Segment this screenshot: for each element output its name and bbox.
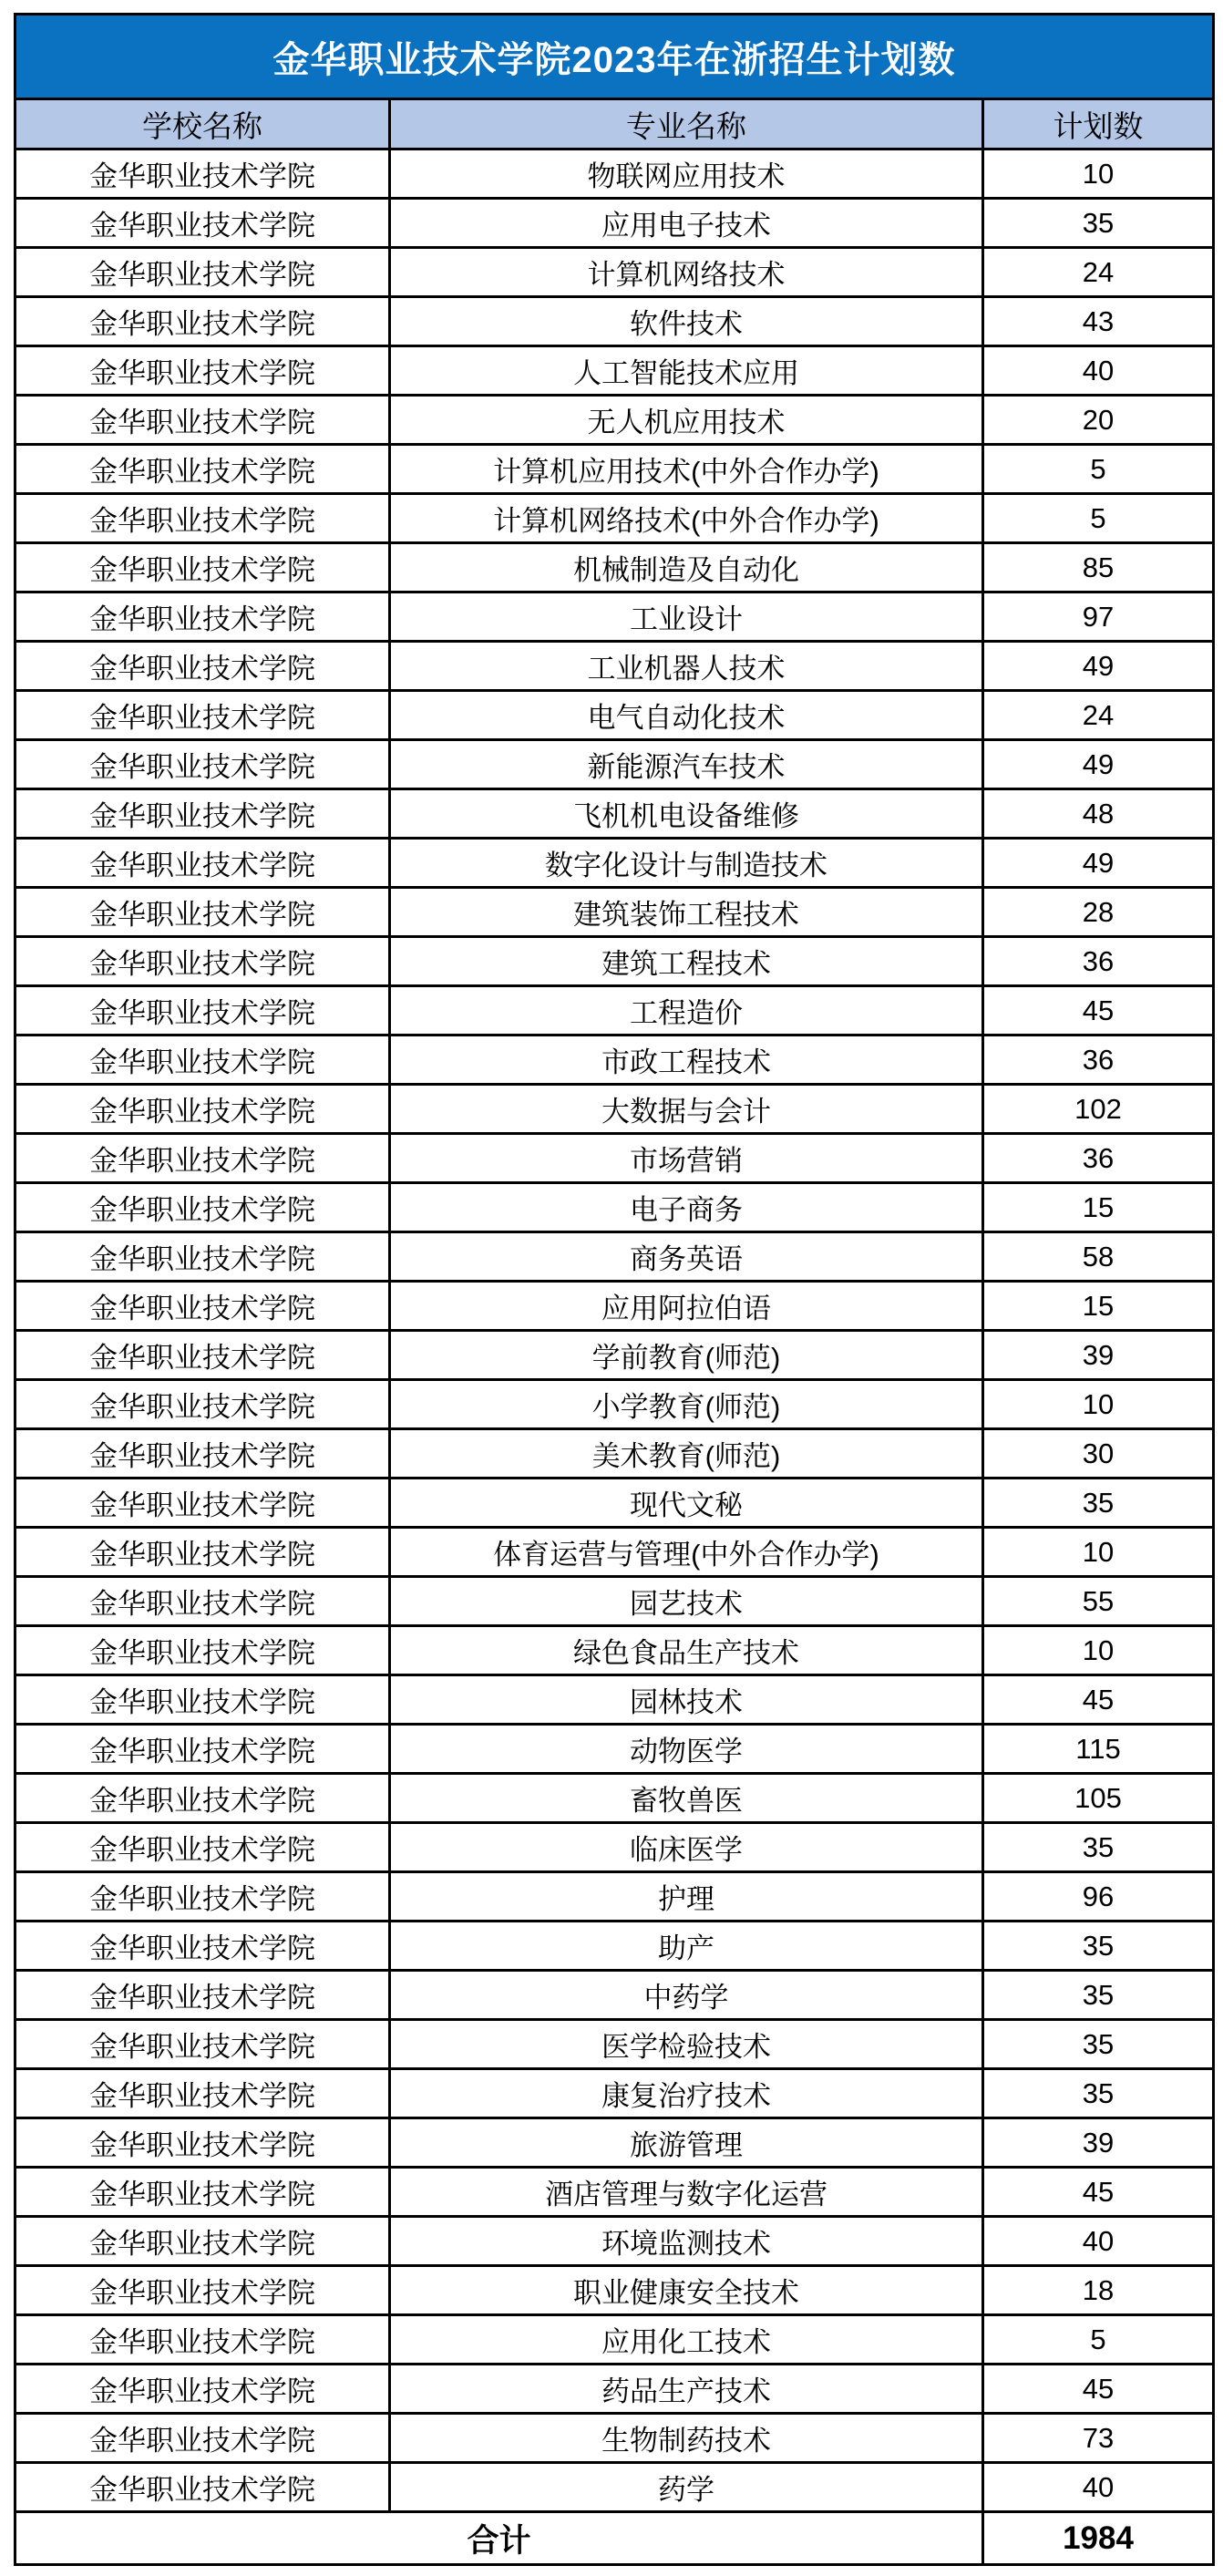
school-cell: 金华职业技术学院 [15, 937, 390, 986]
table-row [15, 1725, 1214, 1774]
major-cell: 计算机网络技术(中外合作办学) [390, 494, 983, 543]
school-cell: 金华职业技术学院 [15, 1085, 390, 1134]
column-header-school: 学校名称 [15, 99, 390, 149]
plan-cell: 40 [983, 2217, 1214, 2266]
table-row [15, 2168, 1214, 2217]
table-row [15, 642, 1214, 691]
major-cell: 建筑装饰工程技术 [390, 888, 983, 937]
major-cell: 工程造价 [390, 986, 983, 1036]
plan-cell: 49 [983, 740, 1214, 789]
title-row [15, 15, 1214, 99]
plan-cell: 24 [983, 691, 1214, 740]
table-row [15, 592, 1214, 642]
school-cell: 金华职业技术学院 [15, 543, 390, 592]
school-cell: 金华职业技术学院 [15, 1380, 390, 1429]
school-cell: 金华职业技术学院 [15, 396, 390, 445]
plan-cell: 40 [983, 2463, 1214, 2512]
plan-cell: 40 [983, 346, 1214, 396]
table-row [15, 543, 1214, 592]
school-cell: 金华职业技术学院 [15, 1823, 390, 1872]
school-cell: 金华职业技术学院 [15, 2365, 390, 2414]
major-cell: 环境监测技术 [390, 2217, 983, 2266]
plan-cell: 28 [983, 888, 1214, 937]
table-row [15, 839, 1214, 888]
plan-cell: 45 [983, 2365, 1214, 2414]
plan-cell: 5 [983, 2315, 1214, 2365]
school-cell: 金华职业技术学院 [15, 1134, 390, 1183]
total-row [15, 2512, 1214, 2565]
table-row [15, 1626, 1214, 1675]
plan-cell: 5 [983, 445, 1214, 494]
plan-cell: 39 [983, 1331, 1214, 1380]
plan-cell: 35 [983, 2069, 1214, 2118]
plan-cell: 10 [983, 1380, 1214, 1429]
column-header-plan: 计划数 [983, 99, 1214, 149]
plan-cell: 15 [983, 1183, 1214, 1232]
plan-cell: 49 [983, 642, 1214, 691]
major-cell: 应用电子技术 [390, 199, 983, 248]
plan-cell: 18 [983, 2266, 1214, 2315]
enrollment-plan-table [14, 13, 1215, 2566]
major-cell: 动物医学 [390, 1725, 983, 1774]
major-cell: 护理 [390, 1872, 983, 1922]
school-cell: 金华职业技术学院 [15, 2217, 390, 2266]
major-cell: 美术教育(师范) [390, 1429, 983, 1479]
table-row [15, 1577, 1214, 1626]
school-cell: 金华职业技术学院 [15, 1036, 390, 1085]
plan-cell: 35 [983, 2020, 1214, 2069]
table-row [15, 1774, 1214, 1823]
table-row [15, 1823, 1214, 1872]
major-cell: 学前教育(师范) [390, 1331, 983, 1380]
total-label: 合计 [15, 2512, 983, 2565]
plan-cell: 43 [983, 297, 1214, 346]
plan-cell: 73 [983, 2414, 1214, 2463]
plan-cell: 45 [983, 2168, 1214, 2217]
major-cell: 电子商务 [390, 1183, 983, 1232]
plan-cell: 15 [983, 1282, 1214, 1331]
table-row [15, 2414, 1214, 2463]
school-cell: 金华职业技术学院 [15, 248, 390, 297]
table-row [15, 1183, 1214, 1232]
major-cell: 商务英语 [390, 1232, 983, 1282]
major-cell: 数字化设计与制造技术 [390, 839, 983, 888]
major-cell: 应用化工技术 [390, 2315, 983, 2365]
table-row [15, 1479, 1214, 1528]
school-cell: 金华职业技术学院 [15, 1528, 390, 1577]
major-cell: 工业设计 [390, 592, 983, 642]
major-cell: 人工智能技术应用 [390, 346, 983, 396]
plan-cell: 39 [983, 2118, 1214, 2168]
major-cell: 市场营销 [390, 1134, 983, 1183]
school-cell: 金华职业技术学院 [15, 297, 390, 346]
table-row [15, 1036, 1214, 1085]
major-cell: 新能源汽车技术 [390, 740, 983, 789]
table-row [15, 1232, 1214, 1282]
school-cell: 金华职业技术学院 [15, 494, 390, 543]
major-cell: 无人机应用技术 [390, 396, 983, 445]
table-row [15, 937, 1214, 986]
major-cell: 大数据与会计 [390, 1085, 983, 1134]
school-cell: 金华职业技术学院 [15, 2168, 390, 2217]
plan-cell: 49 [983, 839, 1214, 888]
plan-cell: 45 [983, 986, 1214, 1036]
school-cell: 金华职业技术学院 [15, 2118, 390, 2168]
plan-cell: 36 [983, 1036, 1214, 1085]
school-cell: 金华职业技术学院 [15, 1331, 390, 1380]
major-cell: 康复治疗技术 [390, 2069, 983, 2118]
major-cell: 畜牧兽医 [390, 1774, 983, 1823]
table-row [15, 2217, 1214, 2266]
plan-cell: 96 [983, 1872, 1214, 1922]
major-cell: 物联网应用技术 [390, 149, 983, 199]
plan-cell: 36 [983, 937, 1214, 986]
plan-cell: 20 [983, 396, 1214, 445]
table-row [15, 2020, 1214, 2069]
table-row [15, 2266, 1214, 2315]
major-cell: 软件技术 [390, 297, 983, 346]
table-row [15, 1528, 1214, 1577]
major-cell: 飞机机电设备维修 [390, 789, 983, 839]
table-row [15, 2118, 1214, 2168]
school-cell: 金华职业技术学院 [15, 2463, 390, 2512]
plan-cell: 5 [983, 494, 1214, 543]
school-cell: 金华职业技术学院 [15, 1872, 390, 1922]
school-cell: 金华职业技术学院 [15, 839, 390, 888]
school-cell: 金华职业技术学院 [15, 2315, 390, 2365]
table-row [15, 888, 1214, 937]
plan-cell: 24 [983, 248, 1214, 297]
table-row [15, 740, 1214, 789]
major-cell: 电气自动化技术 [390, 691, 983, 740]
column-header-row [15, 99, 1214, 149]
major-cell: 药品生产技术 [390, 2365, 983, 2414]
school-cell: 金华职业技术学院 [15, 199, 390, 248]
school-cell: 金华职业技术学院 [15, 1232, 390, 1282]
plan-cell: 10 [983, 149, 1214, 199]
plan-cell: 30 [983, 1429, 1214, 1479]
school-cell: 金华职业技术学院 [15, 1675, 390, 1725]
table-row [15, 986, 1214, 1036]
major-cell: 小学教育(师范) [390, 1380, 983, 1429]
enrollment-plan-table-wrap [14, 13, 1212, 2566]
school-cell: 金华职业技术学院 [15, 1479, 390, 1528]
major-cell: 园艺技术 [390, 1577, 983, 1626]
school-cell: 金华职业技术学院 [15, 592, 390, 642]
plan-cell: 36 [983, 1134, 1214, 1183]
table-row [15, 1134, 1214, 1183]
school-cell: 金华职业技术学院 [15, 1282, 390, 1331]
school-cell: 金华职业技术学院 [15, 691, 390, 740]
major-cell: 医学检验技术 [390, 2020, 983, 2069]
school-cell: 金华职业技术学院 [15, 642, 390, 691]
major-cell: 药学 [390, 2463, 983, 2512]
school-cell: 金华职业技术学院 [15, 1922, 390, 1971]
table-row [15, 248, 1214, 297]
table-row [15, 2069, 1214, 2118]
school-cell: 金华职业技术学院 [15, 445, 390, 494]
school-cell: 金华职业技术学院 [15, 2069, 390, 2118]
plan-cell: 35 [983, 1479, 1214, 1528]
table-row [15, 149, 1214, 199]
plan-cell: 45 [983, 1675, 1214, 1725]
plan-cell: 55 [983, 1577, 1214, 1626]
school-cell: 金华职业技术学院 [15, 2266, 390, 2315]
plan-cell: 115 [983, 1725, 1214, 1774]
major-cell: 旅游管理 [390, 2118, 983, 2168]
plan-cell: 35 [983, 1922, 1214, 1971]
major-cell: 工业机器人技术 [390, 642, 983, 691]
table-row [15, 1085, 1214, 1134]
major-cell: 临床医学 [390, 1823, 983, 1872]
table-row [15, 1971, 1214, 2020]
major-cell: 园林技术 [390, 1675, 983, 1725]
major-cell: 职业健康安全技术 [390, 2266, 983, 2315]
plan-cell: 85 [983, 543, 1214, 592]
table-row [15, 2365, 1214, 2414]
column-header-major: 专业名称 [390, 99, 983, 149]
plan-cell: 105 [983, 1774, 1214, 1823]
school-cell: 金华职业技术学院 [15, 1183, 390, 1232]
table-row [15, 691, 1214, 740]
table-row [15, 2463, 1214, 2512]
school-cell: 金华职业技术学院 [15, 888, 390, 937]
plan-cell: 35 [983, 199, 1214, 248]
school-cell: 金华职业技术学院 [15, 986, 390, 1036]
school-cell: 金华职业技术学院 [15, 1971, 390, 2020]
plan-cell: 10 [983, 1528, 1214, 1577]
plan-cell: 97 [983, 592, 1214, 642]
school-cell: 金华职业技术学院 [15, 1429, 390, 1479]
school-cell: 金华职业技术学院 [15, 346, 390, 396]
school-cell: 金华职业技术学院 [15, 1577, 390, 1626]
table-row [15, 1872, 1214, 1922]
school-cell: 金华职业技术学院 [15, 740, 390, 789]
table-row [15, 199, 1214, 248]
major-cell: 助产 [390, 1922, 983, 1971]
major-cell: 机械制造及自动化 [390, 543, 983, 592]
page-title: 金华职业技术学院2023年在浙招生计划数 [15, 15, 1214, 99]
school-cell: 金华职业技术学院 [15, 1626, 390, 1675]
major-cell: 生物制药技术 [390, 2414, 983, 2463]
table-row [15, 1380, 1214, 1429]
table-row [15, 297, 1214, 346]
school-cell: 金华职业技术学院 [15, 2414, 390, 2463]
major-cell: 建筑工程技术 [390, 937, 983, 986]
table-row [15, 1282, 1214, 1331]
major-cell: 市政工程技术 [390, 1036, 983, 1085]
table-row [15, 396, 1214, 445]
table-body [15, 149, 1214, 2512]
major-cell: 绿色食品生产技术 [390, 1626, 983, 1675]
table-row [15, 494, 1214, 543]
table-row [15, 2315, 1214, 2365]
school-cell: 金华职业技术学院 [15, 2020, 390, 2069]
major-cell: 现代文秘 [390, 1479, 983, 1528]
plan-cell: 48 [983, 789, 1214, 839]
plan-cell: 10 [983, 1626, 1214, 1675]
table-row [15, 445, 1214, 494]
total-value: 1984 [983, 2512, 1214, 2565]
table-row [15, 346, 1214, 396]
table-row [15, 789, 1214, 839]
major-cell: 中药学 [390, 1971, 983, 2020]
major-cell: 酒店管理与数字化运营 [390, 2168, 983, 2217]
table-row [15, 1922, 1214, 1971]
school-cell: 金华职业技术学院 [15, 1774, 390, 1823]
school-cell: 金华职业技术学院 [15, 1725, 390, 1774]
major-cell: 体育运营与管理(中外合作办学) [390, 1528, 983, 1577]
school-cell: 金华职业技术学院 [15, 149, 390, 199]
plan-cell: 35 [983, 1823, 1214, 1872]
plan-cell: 102 [983, 1085, 1214, 1134]
major-cell: 计算机网络技术 [390, 248, 983, 297]
plan-cell: 35 [983, 1971, 1214, 2020]
plan-cell: 58 [983, 1232, 1214, 1282]
major-cell: 计算机应用技术(中外合作办学) [390, 445, 983, 494]
table-row [15, 1675, 1214, 1725]
table-row [15, 1331, 1214, 1380]
table-row [15, 1429, 1214, 1479]
major-cell: 应用阿拉伯语 [390, 1282, 983, 1331]
school-cell: 金华职业技术学院 [15, 789, 390, 839]
